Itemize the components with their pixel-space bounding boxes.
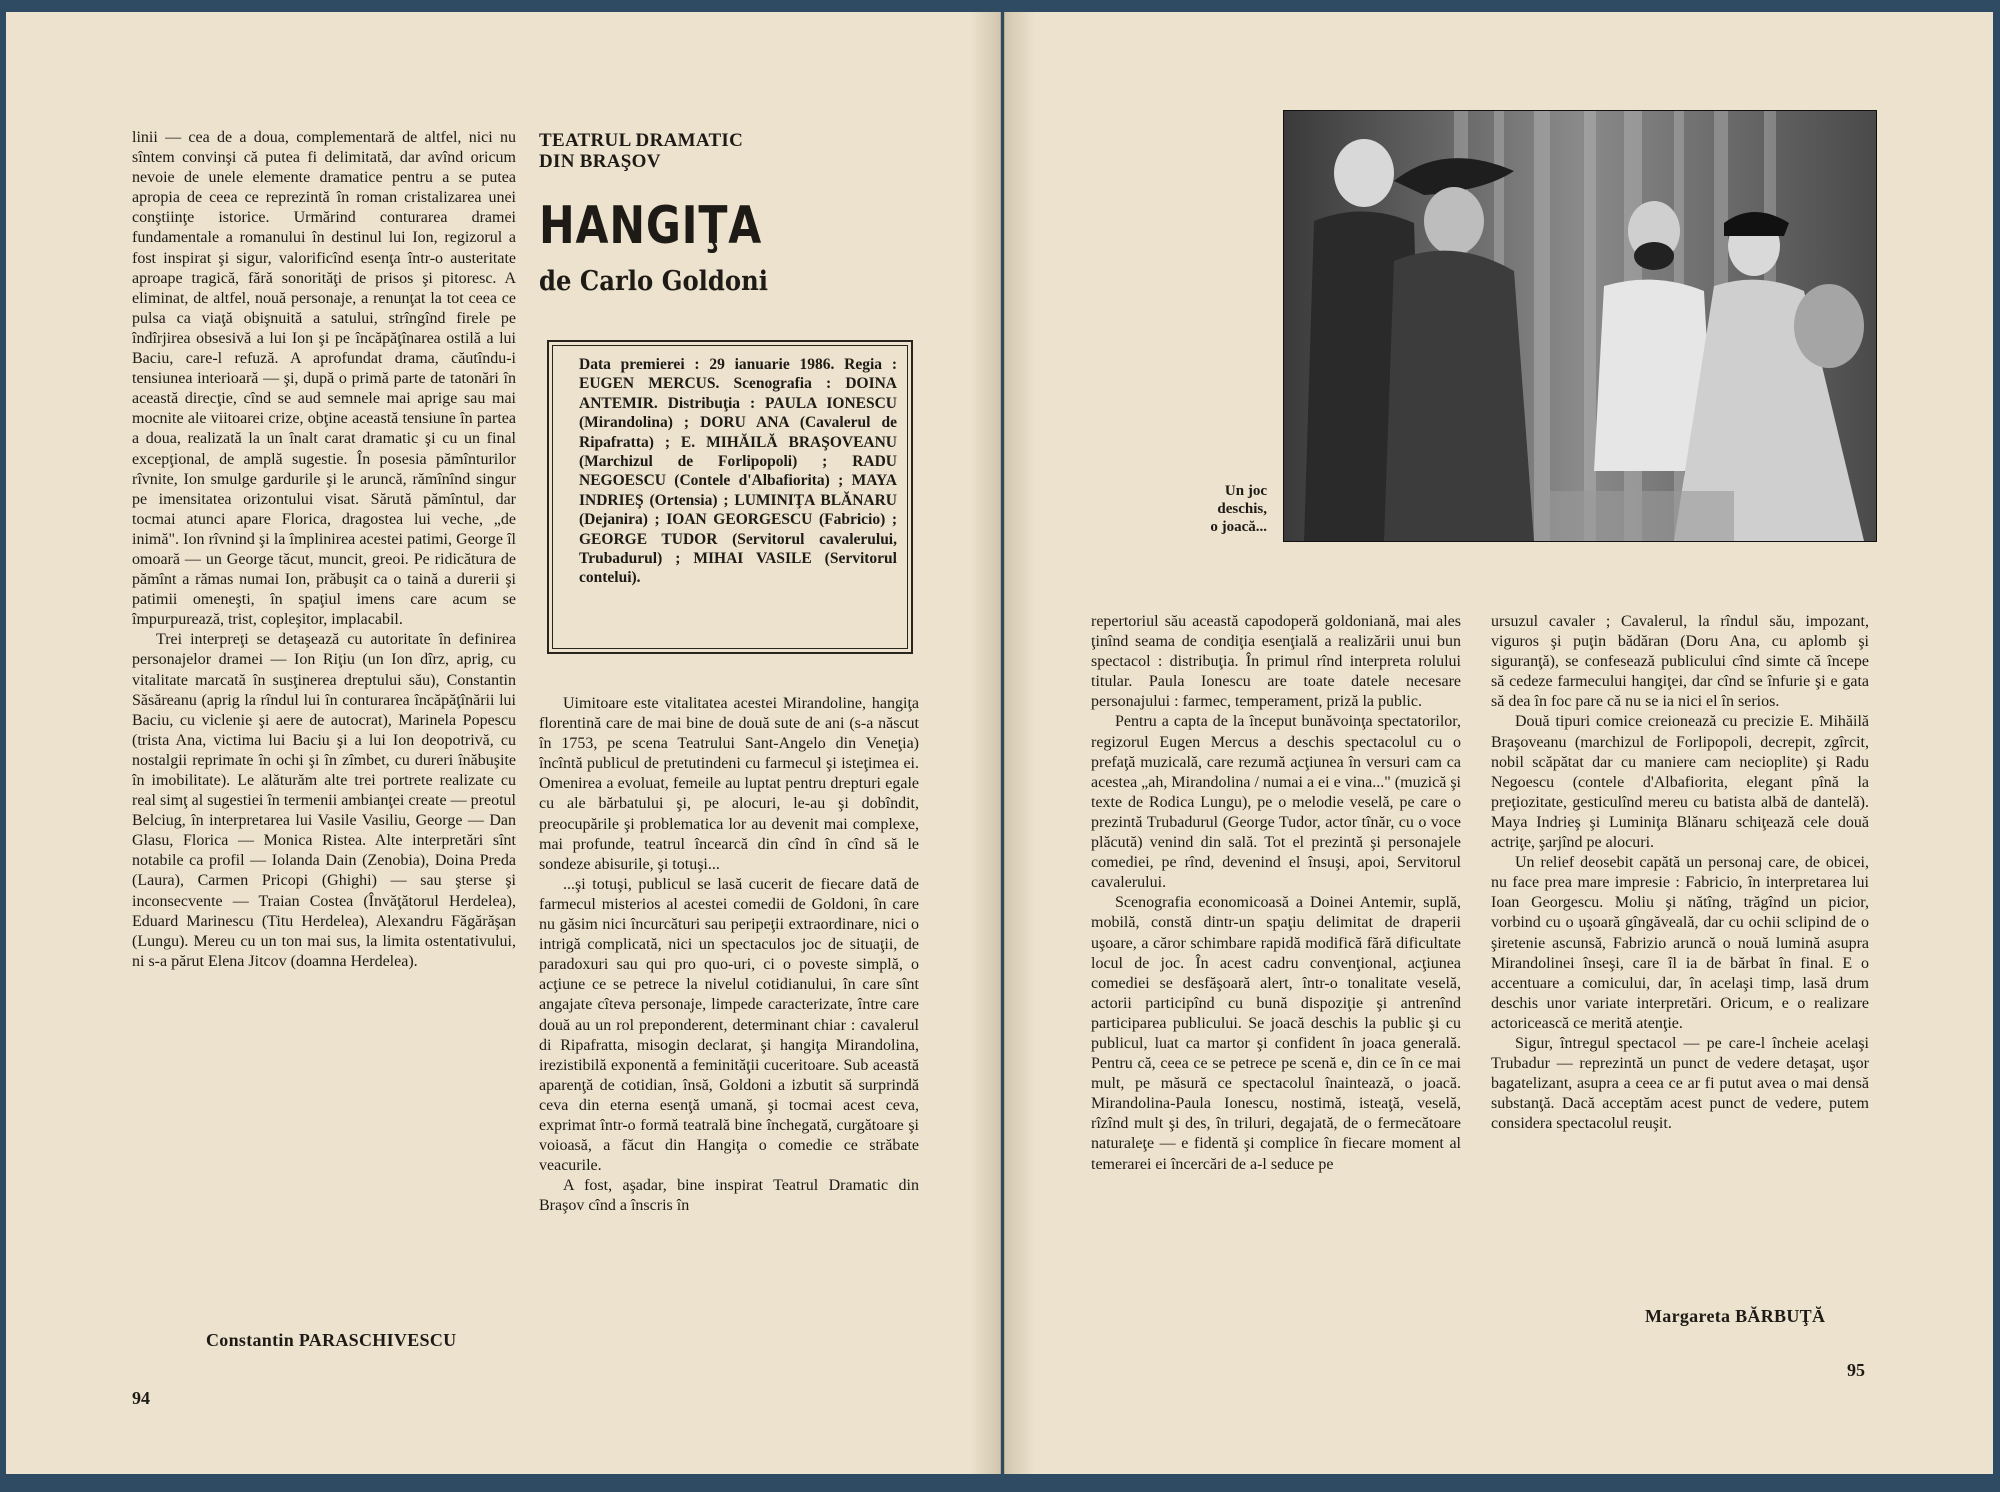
paragraph: ...şi totuşi, publicul se lasă cucerit de fiecare dată de farmecul misterios al acestei comedii de Goldoni, în care nu găsim nici încurcături sau peripeţii extraordinare, nici o intrigă complicată, nici un spectaculos joc de situaţii, de paradoxuri sau qui pro quo-uri, ci o poveste simplă, o acţiune ce se petrece la nivelul cotidianului, în care sînt angajate cîteva personaje, limpede caracterizate, între care două au un rol preponderent, determinant chiar : cavalerul di Ripafratta, misogin declarat, şi hangiţa Mirandolina, irezistibilă exponentă a feminităţii cuceritoare. Sub această aparenţă de cotidian, însă, Goldoni a izbutit să surprindă ceva din eterna esenţă umană, şi tocmai acest ceva, exprimat într-o formă teatrală bine închegată, curgătoare şi voioasă, a făcut din Hangiţa o comedie ce străbate veacurile. <box>539 875 919 1175</box>
photo-caption <box>1145 482 1267 536</box>
theatre-name: TEATRUL DRAMATIC DIN BRAŞOV <box>539 130 744 172</box>
production-photo <box>1283 110 1877 542</box>
left-article-column-2 <box>539 694 919 1370</box>
review-header <box>539 130 919 297</box>
page-number-left: 94 <box>132 1388 150 1408</box>
page-number-right: 95 <box>1847 1360 1865 1380</box>
paragraph: linii — cea de a doua, complementară de altfel, nici nu sîntem convinşi că putea fi delimitată, dar avînd oricum nevoie de unele elemente dramatice pentru a se putea apropia de ceea ce reprezintă în roman cristalizarea unei conştiinţe istorice. Urmărind conturarea dramei fundamentale a romanului în destinul lui Ion, regizorul a fost inspirat şi sigur, valorificînd esenţa într-o austeritate aproape tragică, fără sonorităţi de prisos şi pitoresc. A eliminat, de altfel, nouă personaje, a renunţat la tot ceea ce pulsa ca viaţă obişnuită a satului, strîngînd firele pe îndîrjirea obsesivă a lui Ion şi pe încăpăţînarea ostilă a lui Baciu, care-l refuză. A aprofundat drama, căutîndu-i tensiunea interioară — şi, după o primă parte de tatonări în această direcţie, cînd se aud semnele mai aprige sau mai mocnite ale viitoarei crize, obţine această tensiune în partea a doua, realizată la un înalt carat dramatic şi cu un final excepţional, de amplă sugestie. În posesia pămînturilor rîvnite, Ion smulge gardurile şi le aruncă, rămînînd singur pe imensitatea orizontului visat. Sărută pămîntul, dar tocmai atunci apare Florica, dragostea lui veche, „de inimă". Ion rîvnind şi la împlinirea acestei patimi, George îl omoară — un George tăcut, muncit, greoi. Pe ridicătura de pămînt a rămas numai Ion, prăbuşit ca o taină a durerii şi patimii omeneşti, în spaţiul imens care acum se împurpurează, trist, copleşitor, implacabil. <box>132 129 516 629</box>
production-credits-box <box>547 340 913 654</box>
left-article-column-1 <box>132 128 516 1304</box>
paragraph: repertoriul său această capodoperă goldoniană, mai ales ţinînd seama de condiţia esenţială a realizării unui bun spectacol : distribuţia. În primul rînd interpreta rolului titular. Paula Ionescu are toate datele necesare personajului : farmec, temperament, priză la public. <box>1091 613 1461 711</box>
paragraph: Trei interpreţi se detaşează cu autoritate în definirea personajelor dramei — Ion Riţiu (un Ion dîrz, aprig, cu vitalitate marcată în susţinerea dreptului său), Constantin Săsăreanu (aprig la rîndul lui în conturarea încăpăţînării lui Baciu, cu viclenie şi aere de autocrat), Marinela Popescu (trista Ana, victima lui Baciu şi a lui Ion deopotrivă, cu nostalgii reprimate în ochi şi în zîmbet, cu dureri înăbuşite în imobilitate). Le alăturăm alte trei portrete realizate cu real simţ al sugestiei în termenii ambianţei create — preotul Belciug, în interpretarea lui Vasile Vasiliu, George — Dan Glasu, Florica — Monica Ristea. Alte interpretări sînt notabile ca profil — Iolanda Dain (Zenobia), Doina Preda (Laura), Carmen Pricopi (Ghighi) — sau şterse şi inconsecvente — Traian Costea (Învăţătorul Herdelea), Eduard Marinescu (Titu Herdelea), Alexandru Făgărăşan (Lungu). Mereu cu un ton mai sus, la limita ostentativului, ni s-a părut Elena Jitcov (doamna Herdelea). <box>132 631 516 970</box>
left-page <box>6 12 1001 1474</box>
paragraph: A fost, aşadar, bine inspirat Teatrul Dramatic din Braşov cînd a înscris în <box>539 1177 919 1215</box>
stage-photo-illustration <box>1284 111 1876 541</box>
paragraph: Un relief deosebit capătă un personaj care, de obicei, nu face prea mare impresie : Fabricio, în interpretarea lui Ioan Georgescu. Moliu şi nătîng, trăgînd un picior, vorbind cu o uşoară gîngăveală, dar cu ochii sclipind de o şiretenie ascunsă, Fabrizio aruncă o nouă lumină asupra Mirandolinei înseşi, care îl ia de bărbat în final. E o accentuare a comicului, dar, în acelaşi timp, lasă drum deschis unor variate interpretări. Oricum, e o realizare actoricească ce merită atenţie. <box>1491 854 1869 1032</box>
gutter-shadow <box>970 12 1000 1474</box>
paragraph: Uimitoare este vitalitatea acestei Mirandoline, hangiţa florentină care de mai bine de două sute de ani (s-a născut în 1753, pe scena Teatrului Sant-Angelo din Veneţia) încîntă publicul de pretutindeni cu farmecul şi isteţimea ei. Omenirea a evoluat, femeile au luptat pentru drepturi egale cu ale bărbatului şi, pe alocuri, le-au şi dobîndit, preocupările şi problematica lor au devenit mai complexe, mai profunde, teatrul încearcă din cînd în cînd să le sondeze abisurile, şi totuşi... <box>539 695 919 873</box>
production-credits-text: Data premierei : 29 ianuarie 1986. Regia : EUGEN MERCUS. Scenografia : DOINA ANTEMIR. Distribuţia : PAULA IONESCU (Mirandolina) ; DORU ANA (Cavalerul de Ripafratta) ; E. MIHĂILĂ BRAŞOVEANU (Marchizul de Forlipopoli) ; RADU NEGOESCU (Contele d'Albafiorita) ; MAYA INDRIEŞ (Ortensia) ; LUMINIŢA BLĂNARU (Dejanira) ; IOAN GEORGESCU (Fabricio) ; GEORGE TUDOR (Servitorul cavalerului, Trubadurul) ; MIHAI VASILE (Servitorul contelui). <box>552 345 908 649</box>
gutter-shadow <box>1005 12 1035 1474</box>
right-page <box>1004 12 1993 1474</box>
author-signature-right: Margareta BĂRBUŢĂ <box>1645 1306 1826 1326</box>
paragraph: Pentru a capta de la început bunăvoinţa spectatorilor, regizorul Eugen Mercus a deschis spectacolul cu o prefaţă muzicală, care rezumă acţiunea în versuri cam ca acestea „ah, Mirandolina / numai a ei e vina..." (muzică şi texte de Rodica Lungu), pe o melodie veselă, pe care o prezintă Trubadurul (George Tudor, actor tînăr, cu o voce plăcută) venind din sală. Tot el prezintă şi personajele comediei, pe rînd, devenind el însuşi, apoi, Servitorul cavalerului. <box>1091 713 1461 892</box>
right-article-column-2 <box>1491 612 1869 1288</box>
play-author: de Carlo Goldoni <box>539 266 768 297</box>
paragraph: Două tipuri comice creionează cu precizie E. Mihăilă Braşoveanu (marchizul de Forlipopoli, decrepit, zgîrcit, nobil scăpătat dar cu maniere cam necioplite) şi Radu Negoescu (contele d'Albafiorita, elegant pînă la preţiozitate, gesticulînd mereu cu batista albă de dantelă). Maya Indrieş şi Luminiţa Blănaru schiţează cele două actriţe, şarjînd pe alocuri. <box>1491 713 1869 852</box>
caption-text: Un joc deschis, o joacă... <box>1210 483 1267 535</box>
paragraph: ursuzul cavaler ; Cavalerul, la rîndul său, impozant, viguros şi puţin bădăran (Doru Ana, cu aplomb şi siguranţă), se confesează publicului cînd simte că începe să cedeze farmecului hangiţei, dar cînd se înfurie şi e gata să dea în foc pare că nu se ia nici el în serios. <box>1491 613 1869 711</box>
author-signature-left: Constantin PARASCHIVESCU <box>206 1330 457 1350</box>
play-title: HANGIŢA <box>539 196 763 256</box>
paragraph: Sigur, întregul spectacol — pe care-l încheie acelaşi Trubadur — reprezintă un punct de vedere detaşat, uşor bagatelizant, asupra a ceea ce ar fi putut avea o mai densă substanţă. Dacă acceptăm acest punct de vedere, putem considera spectacolul reuşit. <box>1491 1034 1869 1133</box>
paragraph: Scenografia economicoasă a Doinei Antemir, suplă, mobilă, constă dintr-un spaţiu delimitat de draperii uşoare, a căror schimbare rapidă modifică fără dificultate locul de joc. În acest cadru convenţional, acţiunea comediei se desfăşoară alert, într-o tonalitate veselă, actorii participînd cu bună dispoziţie şi antrenînd participarea publicului. Se joacă deschis la public şi cu publicul, luat ca martor şi confident în joaca generală. Pentru că, ceea ce se petrece pe scenă e, din ce în ce mai mult, pe măsură ce spectacolul înaintează, o joacă. Mirandolina-Paula Ionescu, nostimă, isteaţă, veselă, rîzînd mult şi des, în triluri, degajată, de o fermecătoare naturaleţe — e fidentă şi complice în fiecare moment al temerarei ei încercări de a-l seduce pe <box>1091 894 1461 1173</box>
right-article-column-1 <box>1091 612 1461 1332</box>
